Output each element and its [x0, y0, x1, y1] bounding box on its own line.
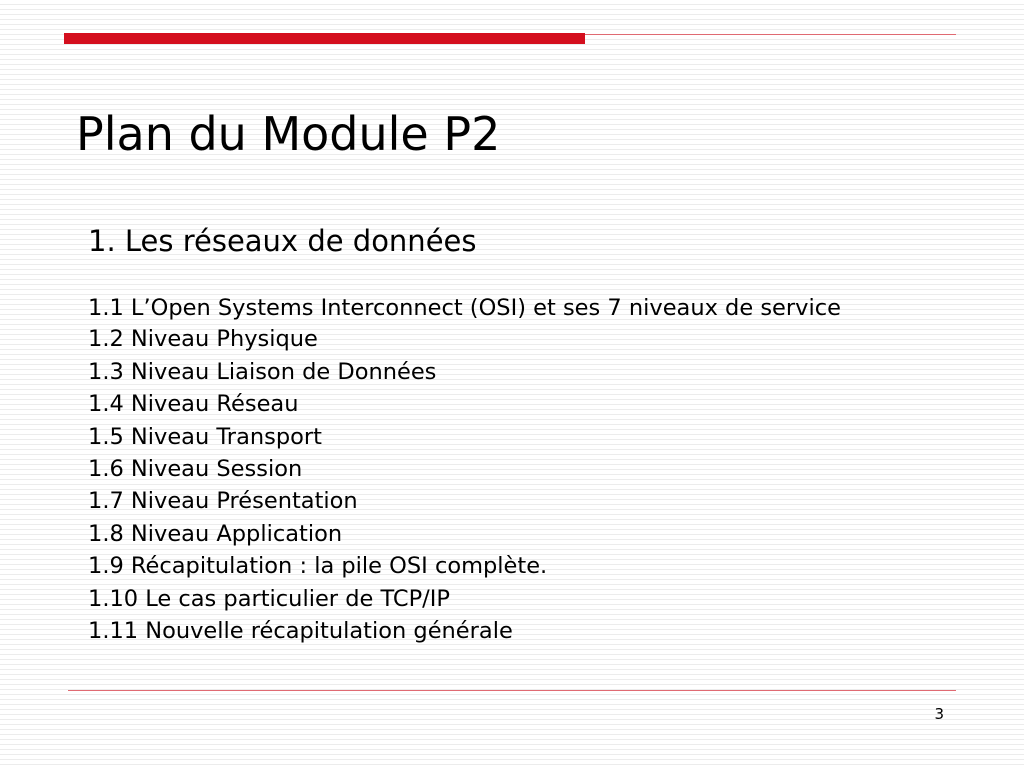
section-heading: 1. Les réseaux de données — [88, 224, 477, 258]
outline-item: 1.7 Niveau Présentation — [88, 488, 358, 515]
outline-item: 1.2 Niveau Physique — [88, 326, 318, 353]
footer-divider — [68, 690, 956, 691]
outline-item: 1.6 Niveau Session — [88, 455, 303, 482]
outline-item: 1.4 Niveau Réseau — [88, 391, 299, 418]
outline-item: 1.1 L’Open Systems Interconnect (OSI) et ses 7 niveaux de service — [88, 295, 841, 321]
outline-item: 1.9 Récapitulation : la pile OSI complète. — [88, 553, 548, 580]
outline-item: 1.11 Nouvelle récapitulation générale — [88, 617, 513, 644]
outline-item: 1.5 Niveau Transport — [88, 423, 322, 450]
slide-title: Plan du Module P2 — [76, 107, 501, 161]
page-number: 3 — [934, 705, 944, 723]
accent-line — [585, 34, 956, 35]
outline-list — [88, 296, 918, 651]
outline-item: 1.8 Niveau Application — [88, 520, 343, 547]
outline-item: 1.10 Le cas particulier de TCP/IP — [88, 585, 450, 612]
accent-bar — [64, 33, 585, 44]
outline-item: 1.3 Niveau Liaison de Données — [88, 358, 437, 385]
